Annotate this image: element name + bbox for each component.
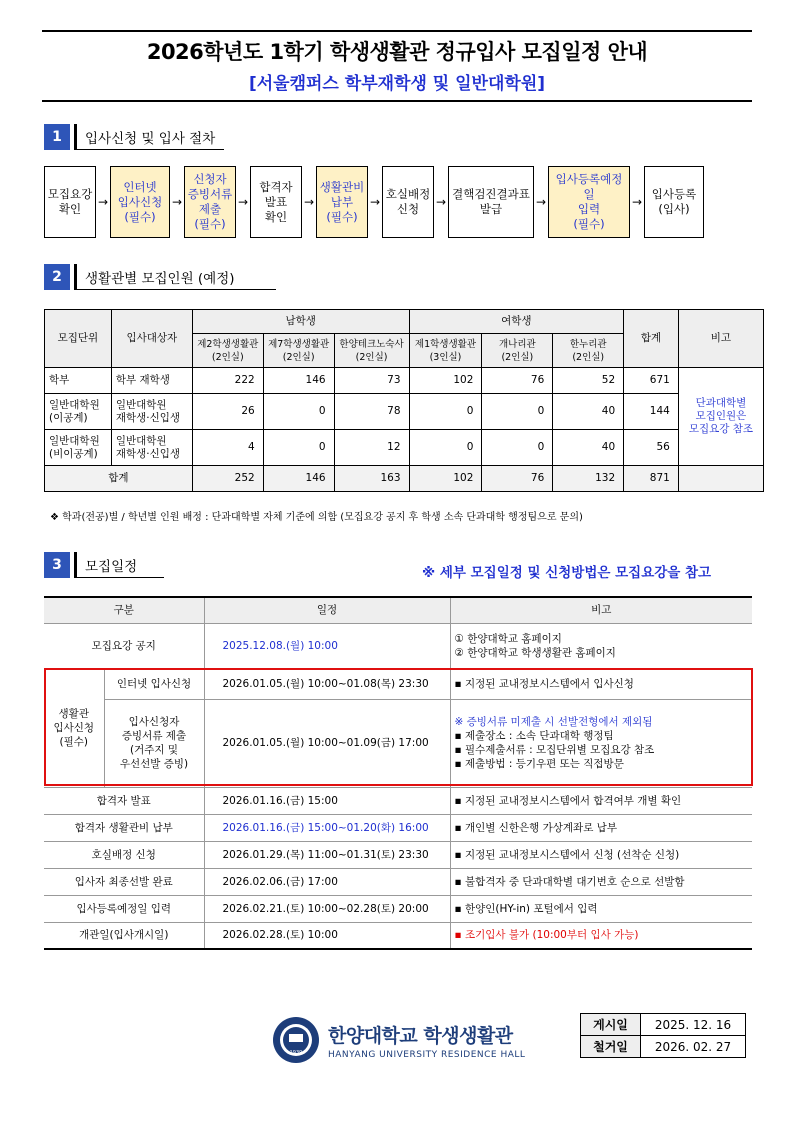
row-target: 일반대학원 재학생·신입생 (111, 394, 192, 430)
row-label: 입사자 최종선발 완료 (44, 868, 204, 895)
header-unit: 모집단위 (45, 310, 112, 368)
row-total: 56 (624, 430, 679, 466)
table-row (44, 787, 752, 814)
flow-arrow-icon: → (303, 195, 315, 209)
total-value: 76 (482, 466, 553, 492)
header-hall: 한양테크노숙사 (2인실) (334, 334, 409, 368)
row-label: 호실배정 신청 (44, 841, 204, 868)
row-date: 2026.01.29.(목) 11:00~01.31(토) 23:30 (204, 841, 450, 868)
flow-arrow-icon: → (369, 195, 381, 209)
row-unit: 학부 (45, 368, 112, 394)
section3-header (44, 552, 164, 578)
row-value: 78 (334, 394, 409, 430)
row-label: 합격자 발표 (44, 787, 204, 814)
svg-text:1939: 1939 (289, 1050, 303, 1056)
row-label: 합격자 생활관비 납부 (44, 814, 204, 841)
flow-arrow-icon: → (435, 195, 447, 209)
flow-step: 호실배정 신청 (382, 166, 434, 238)
table-row (45, 394, 764, 430)
row-note: ① 한양대학교 홈페이지 ② 한양대학교 학생생활관 홈페이지 (450, 623, 752, 669)
posting-dates-table (580, 1013, 746, 1058)
table-row (44, 895, 752, 922)
row-total: 144 (624, 394, 679, 430)
row-target: 학부 재학생 (111, 368, 192, 394)
flow-step: 생활관비 납부 (필수) (316, 166, 368, 238)
row-note: ▪ 개인별 신한은행 가상계좌로 납부 (450, 814, 752, 841)
university-logo (272, 1016, 525, 1064)
header-note: 비고 (678, 310, 763, 368)
table-row (44, 669, 752, 699)
header-hall: 개나리관 (2인실) (482, 334, 553, 368)
table-row (45, 430, 764, 466)
row-note: ▪ 조기입사 불가 (10:00부터 입사 가능) (450, 922, 752, 949)
table-row (44, 868, 752, 895)
row-value: 0 (263, 430, 334, 466)
row-value: 76 (482, 368, 553, 394)
header-target: 입사대상자 (111, 310, 192, 368)
row-unit: 일반대학원 (이공계) (45, 394, 112, 430)
row-date: 2025.12.08.(월) 10:00 (204, 623, 450, 669)
row-value: 0 (409, 394, 482, 430)
flow-arrow-icon: → (171, 195, 183, 209)
row-date: 2026.01.05.(월) 10:00~01.08(목) 23:30 (204, 669, 450, 699)
header-hall: 제1학생생활관 (3인실) (409, 334, 482, 368)
page-title: 2026학년도 1학기 학생생활관 정규입사 모집일정 안내 (146, 40, 648, 64)
total-note (678, 466, 763, 492)
capacity-table (44, 309, 764, 492)
total-label: 합계 (45, 466, 193, 492)
row-value: 26 (192, 394, 263, 430)
row-note: ▪ 불합격자 중 단과대학별 대기번호 순으로 선발함 (450, 868, 752, 895)
row-total: 671 (624, 368, 679, 394)
row-label: 입사신청자 증빙서류 제출 (거주지 및 우선선발 증빙) (104, 699, 204, 787)
page-subtitle: [서울캠퍼스 학부재학생 및 일반대학원] (248, 74, 546, 94)
row-unit: 일반대학원 (비이공계) (45, 430, 112, 466)
flow-arrow-icon: → (97, 195, 109, 209)
row-value: 40 (553, 394, 624, 430)
docs-warning: ※ 증빙서류 미제출 시 선발전형에서 제외됨 (454, 716, 653, 728)
row-date: 2026.02.21.(토) 10:00~02.28(토) 20:00 (204, 895, 450, 922)
header-hall: 제2학생생활관 (2인실) (192, 334, 263, 368)
section1-number: 1 (44, 124, 70, 150)
row-label: 입사등록예정일 입력 (44, 895, 204, 922)
table-row (44, 922, 752, 949)
procedure-flow (44, 166, 750, 238)
grand-total: 871 (624, 466, 679, 492)
title-box (42, 30, 752, 102)
remove-date-value: 2026. 02. 27 (641, 1036, 746, 1058)
row-value: 102 (409, 368, 482, 394)
row-label: 개관일(입사개시일) (44, 922, 204, 949)
schedule-table (44, 596, 752, 950)
flow-step: 합격자 발표 확인 (250, 166, 302, 238)
docs-note: ▪ 제출장소 : 소속 단과대학 행정팀 (454, 730, 614, 742)
row-label: 인터넷 입사신청 (104, 669, 204, 699)
table-row (44, 699, 752, 787)
total-row (45, 466, 764, 492)
header-male: 남학생 (192, 310, 409, 334)
flow-step: 입사등록 (입사) (644, 166, 704, 238)
flow-step: 모집요강 확인 (44, 166, 96, 238)
row-note: ▪ 한양인(HY-in) 포털에서 입력 (450, 895, 752, 922)
row-value: 4 (192, 430, 263, 466)
header-schedule: 일정 (204, 597, 450, 623)
row-note: 단과대학별 모집인원은 모집요강 참조 (678, 368, 763, 466)
row-value: 40 (553, 430, 624, 466)
section2-title: 생활관별 모집인원 (예정) (74, 264, 276, 290)
total-value: 163 (334, 466, 409, 492)
docs-note: ▪ 필수제출서류 : 모집단위별 모집요강 참조 (454, 744, 655, 756)
flow-step: 신청자 증빙서류 제출 (필수) (184, 166, 236, 238)
flow-arrow-icon: → (535, 195, 547, 209)
header-female: 여학생 (409, 310, 624, 334)
row-value: 12 (334, 430, 409, 466)
row-value: 0 (482, 394, 553, 430)
section3-number: 3 (44, 552, 70, 578)
row-value: 0 (409, 430, 482, 466)
docs-note: ▪ 제출방법 : 등기우편 또는 직접방문 (454, 758, 624, 770)
flow-arrow-icon: → (631, 195, 643, 209)
section1-header (44, 124, 224, 150)
logo-korean-name: 한양대학교 학생생활관 (328, 1024, 513, 1047)
university-seal-icon (272, 1016, 320, 1064)
header-category: 구분 (44, 597, 204, 623)
row-value: 73 (334, 368, 409, 394)
row-note: ▪ 지정된 교내정보시스템에서 입사신청 (450, 669, 752, 699)
row-value: 222 (192, 368, 263, 394)
group-label: 생활관 입사신청 (필수) (44, 669, 104, 787)
flow-arrow-icon: → (237, 195, 249, 209)
remove-date-label: 철거일 (581, 1036, 641, 1058)
post-date-label: 게시일 (581, 1014, 641, 1036)
table-row (44, 623, 752, 669)
row-value: 52 (553, 368, 624, 394)
schedule-reference-note: ※ 세부 모집일정 및 신청방법은 모집요강을 참고 (422, 565, 712, 581)
header-total: 합계 (624, 310, 679, 368)
header-hall: 제7학생생활관 (2인실) (263, 334, 334, 368)
table-row (45, 368, 764, 394)
row-value: 146 (263, 368, 334, 394)
header-hall: 한누리관 (2인실) (553, 334, 624, 368)
row-target: 일반대학원 재학생·신입생 (111, 430, 192, 466)
capacity-footnote: ❖ 학과(전공)별 / 학년별 인원 배정 : 단과대학별 자체 기준에 의함 (모집요강 공지 후 학생 소속 단과대학 행정팀으로 문의) (50, 512, 583, 523)
header-note: 비고 (450, 597, 752, 623)
section2-header (44, 264, 276, 290)
section2-number: 2 (44, 264, 70, 290)
row-date: 2026.01.16.(금) 15:00~01.20(화) 16:00 (204, 814, 450, 841)
total-value: 102 (409, 466, 482, 492)
row-value: 0 (482, 430, 553, 466)
table-row (44, 841, 752, 868)
row-date: 2026.02.28.(토) 10:00 (204, 922, 450, 949)
table-row (44, 814, 752, 841)
row-date: 2026.02.06.(금) 17:00 (204, 868, 450, 895)
row-date: 2026.01.16.(금) 15:00 (204, 787, 450, 814)
row-label: 모집요강 공지 (44, 623, 204, 669)
section3-title: 모집일정 (74, 552, 164, 578)
post-date-value: 2025. 12. 16 (641, 1014, 746, 1036)
flow-step: 결핵검진결과표 발급 (448, 166, 534, 238)
flow-step: 입사등록예정일 입력 (필수) (548, 166, 630, 238)
row-value: 0 (263, 394, 334, 430)
logo-english-name: HANYANG UNIVERSITY RESIDENCE HALL (328, 1049, 526, 1060)
section1-title: 입사신청 및 입사 절차 (74, 124, 224, 150)
total-value: 146 (263, 466, 334, 492)
total-value: 132 (553, 466, 624, 492)
row-note (450, 699, 752, 787)
row-date: 2026.01.05.(월) 10:00~01.09(금) 17:00 (204, 699, 450, 787)
row-note: ▪ 지정된 교내정보시스템에서 신청 (선착순 신청) (450, 841, 752, 868)
flow-step: 인터넷 입사신청 (필수) (110, 166, 170, 238)
row-note: ▪ 지정된 교내정보시스템에서 합격여부 개별 확인 (450, 787, 752, 814)
total-value: 252 (192, 466, 263, 492)
